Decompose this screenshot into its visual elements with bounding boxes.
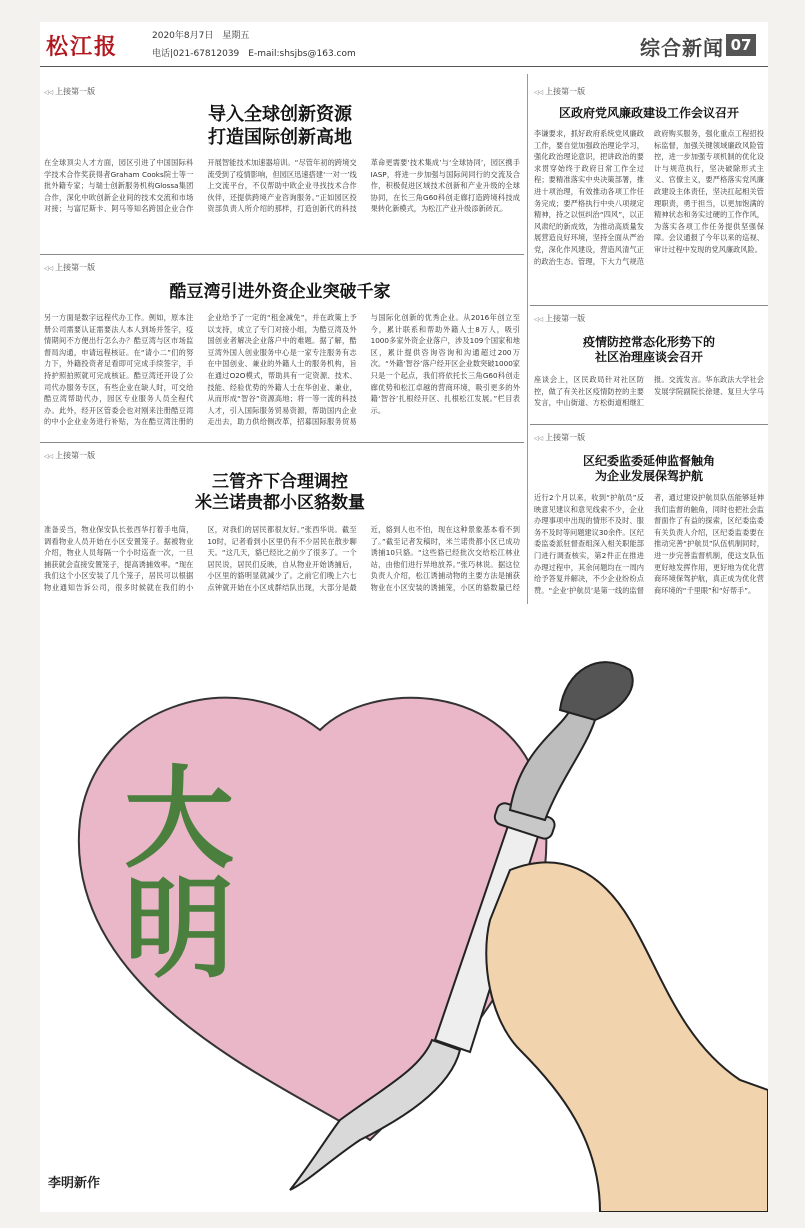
section-name: 综合新闻 xyxy=(640,36,724,60)
newspaper-logo: 松江报 xyxy=(46,34,119,60)
page-number: 07 xyxy=(726,34,756,56)
cartoon-big-text: 大明 xyxy=(106,760,234,980)
article-body: 李谦要求，抓好政府系统党风廉政工作，要自觉加强政治理论学习，强化政治理论意识，把讲政治的要求贯穿始终于政府日常工作全过程；要精准落实中央决策部署，推进十项治理，有效推动各项工作任务完成；要严格执行中央八项规定精神，持之以恒纠治“四风”，以正风肃纪的新成效，为推动高质量发展营造良好环境，坚持全面从严治党，深化作风建设，营造风清气正的政治生态。管理，下大力气规范政府购买服务，强化重点工程招投标监督，加强关键领域廉政风险管控，进一步加强专项机制的优化设计与规范执行，坚决破除形式主义、官僚主义，要严格落实党风廉政建设主体责任，坚决扛起相关管理职责，勇于担当，以更加饱满的精神状态和务实过硬的工作作风，为落实各项工作任务提供坚强保障。会议通报了今年以来的巡视、审计过程中发现的党风廉政风险。 xyxy=(534,129,764,266)
article-tag: ◁◁ 上接第一版 xyxy=(534,432,585,443)
article-tag: ◁◁ 上接第一版 xyxy=(534,86,585,97)
article-separator xyxy=(40,442,524,443)
article-tag: ◁◁ 上接第一版 xyxy=(44,86,95,97)
page-header xyxy=(40,22,768,67)
article-title-line: 米兰诺贵都小区貉数量 xyxy=(195,493,365,514)
article-tag: ◁◁ 上接第一版 xyxy=(44,450,95,461)
article-title-line: 社区治理座谈会召开 xyxy=(594,350,703,364)
article-separator xyxy=(40,254,524,255)
article-title-line: 疫情防控常态化形势下的 xyxy=(582,335,715,349)
article-body: 近行2个月以来，收到“护航员”反映意见建议和意见线索不少，企业办理事项中出现的情形不及时、服务不及时等问题建议30余件。区纪委监委派驻督查组深入相关职能部门进行调查核实，第2件正在推进办理过程中，其余问题均在一周内给予答复并解决，不少企业纷纷点赞。“企业‘护航员’是第一线的监督者，通过建设护航员队伍能够延伸我们监督的触角，同时也把社会监督面作了有益的探索，区纪委监委有关负责人介绍，区纪委监委要在推动完善“护航员”队伍机制同时，进一步完善监督机制，使这支队伍更好地发挥作用，更好地为优化营商环境保驾护航，真正成为优化营商环境的“千里眼”和“好帮手”。 xyxy=(534,493,764,595)
article-title-line: 三管齐下合理调控 xyxy=(212,472,348,492)
article-body: 另一方面是数字远程代办工作。例如，原本注册公司需要认证需要法人本人到场并签字，疫情期间不方便出行怎么办？酷豆湾与区市场监督局沟通，申请远程核证。在“请小二”们的努力下，外籍投资者足看即可完成手续签字，手持护照拍照就可完成核证。酷豆湾还开设了公司代办服务专区，有些企业在缺人时，可交给酷豆湾帮助代办，园区专业服务人员全程代办。此外，经开区管委会也对刚来注册酷豆湾的中小企业业务进行补贴，为在酷豆湾注册的企业给予了一定的“租金减免”，并在政策上予以支持，成立了专门对接小组，为酷豆湾及外国创业者解决企业落户中的难题。据了解，酷豆湾外国人创业服务中心是一家专注服务有志在中国创业、兼业的外籍人士的服务机构，旨在通过O2O模式，帮助具有一定资源、技术、技能、经验优势的外籍人士在华创业、兼业，从而形成“智谷”资源高地；将一等一流的科技人才，引入国际服务贸易资源，帮助国内企业走出去，助力供给侧改革，招募国际服务贸易与国际化创新的优秀企业。从2016年创立至今，累计联系和帮助外籍人士8万人，吸引1000多家外资企业落户，涉及109个国家和地区，累计提供咨询咨询和沟通超过200万次。“外籍‘智谷’落户经开区企业数突破1000家只是一个起点，我们将依托长三角G60科创走廊优势和松江卓越的营商环境，吸引更多的外籍‘智谷’扎根经开区、扎根松江发展。”栏目表示。 xyxy=(44,313,520,427)
article-title-line: 酷豆湾引进外资企业突破千家 xyxy=(169,282,391,302)
article-title xyxy=(534,454,764,484)
article-title-line: 导入全球创新资源 xyxy=(208,104,352,125)
contact-info: 电话|021-67812039 E-mail:shsjbs@163.com xyxy=(152,49,356,59)
cartoon-caption: 李明新作 xyxy=(48,1176,101,1191)
column-divider xyxy=(527,74,528,604)
article-title xyxy=(100,282,460,303)
article-title-line: 为企业发展保驾护航 xyxy=(594,469,703,483)
article-title xyxy=(534,106,764,121)
article-separator xyxy=(530,305,768,306)
article-tag: ◁◁ 上接第一版 xyxy=(44,262,95,273)
article-body: 准备妥当，物业保安队长张西华打着手电筒，调看物业人员开始在小区安置笼子。据被物业介绍，物业人员每隔一个小时巡查一次，一旦捕获就会直接安置笼子，提高诱捕效率。“现在我们这个小区安装了几个笼子，居民可以根据物业通知告诉公司，很多时候就在我们的小区，对我们的居民都很友好。”张西华说。截至10时，记者看到小区里仍有不少居民在散步聊天。“这几天，貉已经比之前少了很多了。一个居民说，居民们反映，自从物业开始诱捕后，小区里的貉明显就减少了。之前它们晚上六七点钟就开始在小区成群结队出现，大部分是最近，貉到人也不怕，现在这种景象基本看不到了。”截至记者发稿时，米兰诺贵都小区已成功诱捕10只貉。“这些貉已经批次交给松江林业站，由他们进行异地放养。”张巧林说。据这位负责人介绍，松江诱捕动物的主要方法是捕获物业在小区安装的诱捕笼，小区的貉数量已经 xyxy=(44,525,520,592)
editorial-cartoon xyxy=(40,620,768,1212)
article-title xyxy=(130,104,430,149)
article-title-line: 区纪委监委延伸监督触角 xyxy=(582,454,715,468)
hand-shape xyxy=(486,862,768,1212)
article-title xyxy=(130,472,430,515)
article-tag: ◁◁ 上接第一版 xyxy=(534,313,585,324)
article-title xyxy=(534,335,764,365)
issue-date: 2020年8月7日 星期五 xyxy=(152,31,250,41)
article-title-line: 区政府党风廉政建设工作会议召开 xyxy=(558,106,739,120)
article-separator xyxy=(530,424,768,425)
article-title-line: 打造国际创新高地 xyxy=(208,126,352,148)
article-body: 在全球顶尖人才方面，园区引进了中国国际科学技术合作奖获得者Graham Cooks院士等一批外籍专家；与瑞士创新服务机构Glossa集团合作，深化中欧创新企业间的技术交流和市场对接；与富尼斯卡、阿马等知名跨国企业合作开展智能技术加速器培训。“尽管年初的跨境交流受到了疫情影响，但园区迅速搭建‘一对一’线上交流平台，不仅帮助中欧企业寻找技术合作伙伴，还提供跨境产业咨询服务。”正如园区投资部负责人所介绍的那样，打造创新代的科技革命更需要‘技术集成’与‘全球协同’，园区携手IASP，将进一步加强与国际间同行的交流及合作，积极促进区域技术创新和产业升级的全球协同，在长三角G60科创走廊打造跨境科技成果转化新模式，为松江产业升级添新砖瓦。 xyxy=(44,158,520,214)
article-body: 座谈会上，区民政局针对社区防控，做了有关社区疫情防控的主要发言，中山街道、方松街道相继汇报。交流发言。华东政法大学社会发展学院副院长徐建、复旦大学马 xyxy=(534,375,764,408)
newspaper-page xyxy=(40,22,768,1212)
